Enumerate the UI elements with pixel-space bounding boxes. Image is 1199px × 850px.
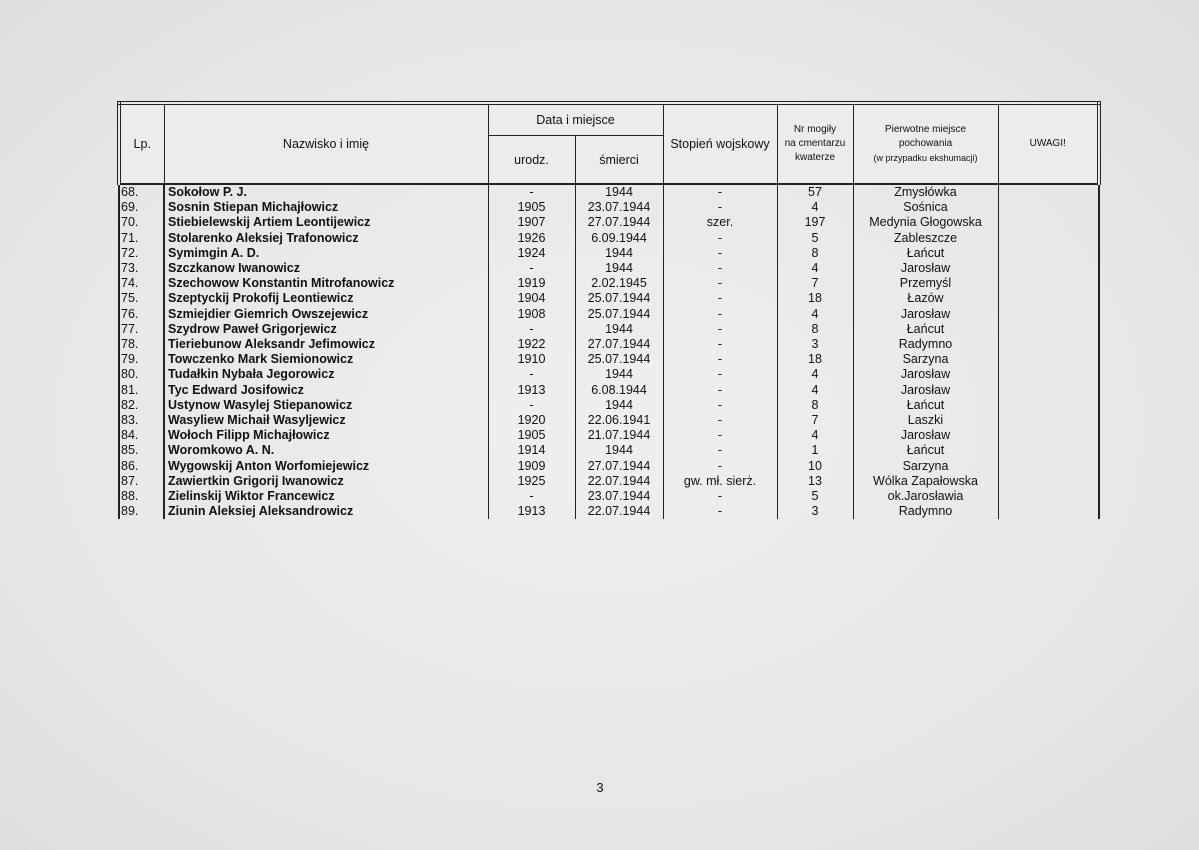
cell-place: Przemyśl xyxy=(853,276,998,291)
table-row xyxy=(119,504,1099,519)
cell-death: 1944 xyxy=(575,184,663,200)
cell-rank: - xyxy=(663,337,777,352)
cell-place: Laszki xyxy=(853,413,998,428)
cell-name: Zielinskij Wiktor Francewicz xyxy=(164,489,488,504)
cell-lp: 69. xyxy=(119,200,164,215)
cell-rank: szer. xyxy=(663,215,777,230)
cell-place: Jarosław xyxy=(853,367,998,382)
cell-place: Łazów xyxy=(853,291,998,306)
cell-name: Towczenko Mark Siemionowicz xyxy=(164,352,488,367)
cell-name: Sosnin Stiepan Michajłowicz xyxy=(164,200,488,215)
table-row xyxy=(119,261,1099,276)
cell-lp: 70. xyxy=(119,215,164,230)
cell-notes xyxy=(998,307,1099,322)
cell-grave: 197 xyxy=(777,215,853,230)
header-grave-line2: na cmentarzu xyxy=(784,138,846,149)
cell-born: 1904 xyxy=(488,291,575,306)
cell-grave: 4 xyxy=(777,383,853,398)
cell-notes xyxy=(998,367,1099,382)
cell-name: Szmiejdier Giemrich Owszejewicz xyxy=(164,307,488,322)
cell-born: - xyxy=(488,184,575,200)
cell-notes xyxy=(998,474,1099,489)
cell-born: 1913 xyxy=(488,383,575,398)
cell-rank: - xyxy=(663,307,777,322)
cell-death: 23.07.1944 xyxy=(575,200,663,215)
cell-notes xyxy=(998,261,1099,276)
table-header xyxy=(119,103,1099,184)
cell-lp: 86. xyxy=(119,459,164,474)
cell-lp: 84. xyxy=(119,428,164,443)
cell-name: Wygowskij Anton Worfomiejewicz xyxy=(164,459,488,474)
cell-notes xyxy=(998,337,1099,352)
cell-notes xyxy=(998,428,1099,443)
cell-born: 1907 xyxy=(488,215,575,230)
cell-rank: gw. mł. sierż. xyxy=(663,474,777,489)
cell-lp: 71. xyxy=(119,231,164,246)
cell-rank: - xyxy=(663,459,777,474)
cell-rank: - xyxy=(663,413,777,428)
cell-lp: 75. xyxy=(119,291,164,306)
cell-place: Łańcut xyxy=(853,398,998,413)
table-row xyxy=(119,413,1099,428)
table-row xyxy=(119,383,1099,398)
cell-rank: - xyxy=(663,443,777,458)
cell-grave: 4 xyxy=(777,307,853,322)
cell-grave: 3 xyxy=(777,504,853,519)
cell-born: 1922 xyxy=(488,337,575,352)
cell-death: 1944 xyxy=(575,261,663,276)
cell-born: 1924 xyxy=(488,246,575,261)
cell-born: - xyxy=(488,367,575,382)
header-orig-line1: Pierwotne miejsce xyxy=(884,124,967,135)
cell-rank: - xyxy=(663,322,777,337)
cell-grave: 18 xyxy=(777,291,853,306)
cell-death: 27.07.1944 xyxy=(575,337,663,352)
cell-place: Sarzyna xyxy=(853,459,998,474)
cell-grave: 5 xyxy=(777,489,853,504)
table-row xyxy=(119,276,1099,291)
cell-rank: - xyxy=(663,184,777,200)
cell-born: 1908 xyxy=(488,307,575,322)
table-row xyxy=(119,322,1099,337)
header-orig-line3: (w przypadku ekshumacji) xyxy=(873,153,978,163)
cell-death: 6.09.1944 xyxy=(575,231,663,246)
cell-lp: 87. xyxy=(119,474,164,489)
cell-rank: - xyxy=(663,352,777,367)
cell-born: - xyxy=(488,398,575,413)
cell-name: Woromkowo A. N. xyxy=(164,443,488,458)
cell-notes xyxy=(998,459,1099,474)
cell-grave: 10 xyxy=(777,459,853,474)
cell-place: Zableszcze xyxy=(853,231,998,246)
cell-place: Łańcut xyxy=(853,443,998,458)
cell-notes xyxy=(998,489,1099,504)
cell-name: Tyc Edward Josifowicz xyxy=(164,383,488,398)
cell-place: Zmysłówka xyxy=(853,184,998,200)
cell-name: Szczkanow Iwanowicz xyxy=(164,261,488,276)
cell-death: 1944 xyxy=(575,322,663,337)
cell-born: 1905 xyxy=(488,200,575,215)
cell-place: Radymno xyxy=(853,337,998,352)
cell-rank: - xyxy=(663,398,777,413)
cell-name: Szechowow Konstantin Mitrofanowicz xyxy=(164,276,488,291)
cell-death: 6.08.1944 xyxy=(575,383,663,398)
cell-notes xyxy=(998,276,1099,291)
header-grave-number xyxy=(777,103,853,184)
table-row xyxy=(119,337,1099,352)
cell-notes xyxy=(998,413,1099,428)
cell-name: Sokołow P. J. xyxy=(164,184,488,200)
table-row xyxy=(119,489,1099,504)
cell-lp: 88. xyxy=(119,489,164,504)
cell-grave: 7 xyxy=(777,276,853,291)
cell-lp: 78. xyxy=(119,337,164,352)
cell-lp: 79. xyxy=(119,352,164,367)
cell-death: 22.06.1941 xyxy=(575,413,663,428)
table-body xyxy=(119,184,1099,519)
table-row xyxy=(119,307,1099,322)
cell-rank: - xyxy=(663,261,777,276)
cell-grave: 8 xyxy=(777,398,853,413)
cell-rank: - xyxy=(663,489,777,504)
cell-rank: - xyxy=(663,200,777,215)
cell-name: Tudałkin Nybała Jegorowicz xyxy=(164,367,488,382)
cell-place: Łańcut xyxy=(853,246,998,261)
cell-rank: - xyxy=(663,428,777,443)
cell-notes xyxy=(998,215,1099,230)
cell-place: ok.Jarosławia xyxy=(853,489,998,504)
cell-death: 22.07.1944 xyxy=(575,504,663,519)
page-number: 3 xyxy=(596,780,604,795)
cell-death: 25.07.1944 xyxy=(575,307,663,322)
cell-lp: 83. xyxy=(119,413,164,428)
header-rank: Stopień wojskowy xyxy=(663,103,777,184)
cell-notes xyxy=(998,383,1099,398)
cell-lp: 89. xyxy=(119,504,164,519)
cell-grave: 13 xyxy=(777,474,853,489)
cell-born: - xyxy=(488,261,575,276)
cell-rank: - xyxy=(663,504,777,519)
cell-name: Symimgin A. D. xyxy=(164,246,488,261)
cell-notes xyxy=(998,246,1099,261)
cell-death: 23.07.1944 xyxy=(575,489,663,504)
cell-place: Jarosław xyxy=(853,261,998,276)
cell-lp: 72. xyxy=(119,246,164,261)
cell-born: 1910 xyxy=(488,352,575,367)
cell-notes xyxy=(998,200,1099,215)
cell-grave: 4 xyxy=(777,428,853,443)
cell-place: Jarosław xyxy=(853,307,998,322)
cell-name: Szydrow Paweł Grigorjewicz xyxy=(164,322,488,337)
cell-notes xyxy=(998,398,1099,413)
cell-death: 27.07.1944 xyxy=(575,459,663,474)
header-original-place xyxy=(853,103,998,184)
header-name: Nazwisko i imię xyxy=(164,103,488,184)
cell-notes xyxy=(998,231,1099,246)
cell-place: Łańcut xyxy=(853,322,998,337)
cell-death: 27.07.1944 xyxy=(575,215,663,230)
cell-name: Stolarenko Aleksiej Trafonowicz xyxy=(164,231,488,246)
cell-place: Sośnica xyxy=(853,200,998,215)
cell-rank: - xyxy=(663,291,777,306)
header-date-place: Data i miejsce xyxy=(488,103,663,136)
cell-death: 21.07.1944 xyxy=(575,428,663,443)
cell-death: 22.07.1944 xyxy=(575,474,663,489)
cell-lp: 77. xyxy=(119,322,164,337)
header-grave-line1: Nr mogiły xyxy=(793,124,837,135)
cell-death: 1944 xyxy=(575,443,663,458)
table-row xyxy=(119,200,1099,215)
cell-born: 1920 xyxy=(488,413,575,428)
cell-place: Wólka Zapałowska xyxy=(853,474,998,489)
table-row xyxy=(119,246,1099,261)
cell-notes xyxy=(998,352,1099,367)
cell-death: 1944 xyxy=(575,398,663,413)
cell-lp: 76. xyxy=(119,307,164,322)
cell-grave: 4 xyxy=(777,367,853,382)
cell-born: 1914 xyxy=(488,443,575,458)
header-death: śmierci xyxy=(575,136,663,185)
cell-grave: 57 xyxy=(777,184,853,200)
cell-grave: 8 xyxy=(777,246,853,261)
burial-records-table xyxy=(117,101,1101,519)
cell-grave: 1 xyxy=(777,443,853,458)
header-orig-line2: pochowania xyxy=(898,138,953,149)
cell-place: Medynia Głogowska xyxy=(853,215,998,230)
cell-name: Wasyliew Michaił Wasyljewicz xyxy=(164,413,488,428)
table-row xyxy=(119,474,1099,489)
cell-grave: 8 xyxy=(777,322,853,337)
cell-place: Jarosław xyxy=(853,428,998,443)
cell-rank: - xyxy=(663,231,777,246)
table-row xyxy=(119,215,1099,230)
cell-notes xyxy=(998,322,1099,337)
cell-name: Zawiertkin Grigorij Iwanowicz xyxy=(164,474,488,489)
cell-name: Ziunin Aleksiej Aleksandrowicz xyxy=(164,504,488,519)
cell-grave: 7 xyxy=(777,413,853,428)
cell-death: 1944 xyxy=(575,367,663,382)
cell-name: Szeptyckij Prokofij Leontiewicz xyxy=(164,291,488,306)
table-row xyxy=(119,231,1099,246)
cell-grave: 18 xyxy=(777,352,853,367)
cell-lp: 73. xyxy=(119,261,164,276)
table-row xyxy=(119,184,1099,200)
cell-born: - xyxy=(488,322,575,337)
cell-name: Wołoch Filipp Michajłowicz xyxy=(164,428,488,443)
cell-notes xyxy=(998,443,1099,458)
cell-lp: 74. xyxy=(119,276,164,291)
table-row xyxy=(119,459,1099,474)
cell-death: 25.07.1944 xyxy=(575,291,663,306)
cell-name: Ustynow Wasylej Stiepanowicz xyxy=(164,398,488,413)
table-row xyxy=(119,428,1099,443)
header-grave-line3: kwaterze xyxy=(794,152,835,163)
cell-born: 1925 xyxy=(488,474,575,489)
table-row xyxy=(119,291,1099,306)
table-row xyxy=(119,398,1099,413)
cell-place: Sarzyna xyxy=(853,352,998,367)
cell-grave: 3 xyxy=(777,337,853,352)
cell-death: 2.02.1945 xyxy=(575,276,663,291)
cell-born: 1926 xyxy=(488,231,575,246)
cell-born: - xyxy=(488,489,575,504)
cell-lp: 85. xyxy=(119,443,164,458)
cell-grave: 4 xyxy=(777,261,853,276)
cell-grave: 4 xyxy=(777,200,853,215)
cell-place: Radymno xyxy=(853,504,998,519)
cell-name: Tieriebunow Aleksandr Jefimowicz xyxy=(164,337,488,352)
cell-rank: - xyxy=(663,367,777,382)
header-notes: UWAGI! xyxy=(998,103,1099,184)
cell-lp: 80. xyxy=(119,367,164,382)
cell-death: 1944 xyxy=(575,246,663,261)
cell-rank: - xyxy=(663,276,777,291)
cell-born: 1905 xyxy=(488,428,575,443)
cell-lp: 81. xyxy=(119,383,164,398)
cell-lp: 82. xyxy=(119,398,164,413)
cell-notes xyxy=(998,184,1099,200)
cell-notes xyxy=(998,291,1099,306)
table-row xyxy=(119,352,1099,367)
header-born: urodz. xyxy=(488,136,575,185)
header-lp: Lp. xyxy=(119,103,164,184)
cell-rank: - xyxy=(663,246,777,261)
table-row xyxy=(119,443,1099,458)
cell-place: Jarosław xyxy=(853,383,998,398)
cell-notes xyxy=(998,504,1099,519)
cell-born: 1919 xyxy=(488,276,575,291)
cell-death: 25.07.1944 xyxy=(575,352,663,367)
cell-born: 1913 xyxy=(488,504,575,519)
table-row xyxy=(119,367,1099,382)
cell-born: 1909 xyxy=(488,459,575,474)
cell-grave: 5 xyxy=(777,231,853,246)
cell-name: Stiebielewskij Artiem Leontijewicz xyxy=(164,215,488,230)
cell-lp: 68. xyxy=(119,184,164,200)
cell-rank: - xyxy=(663,383,777,398)
